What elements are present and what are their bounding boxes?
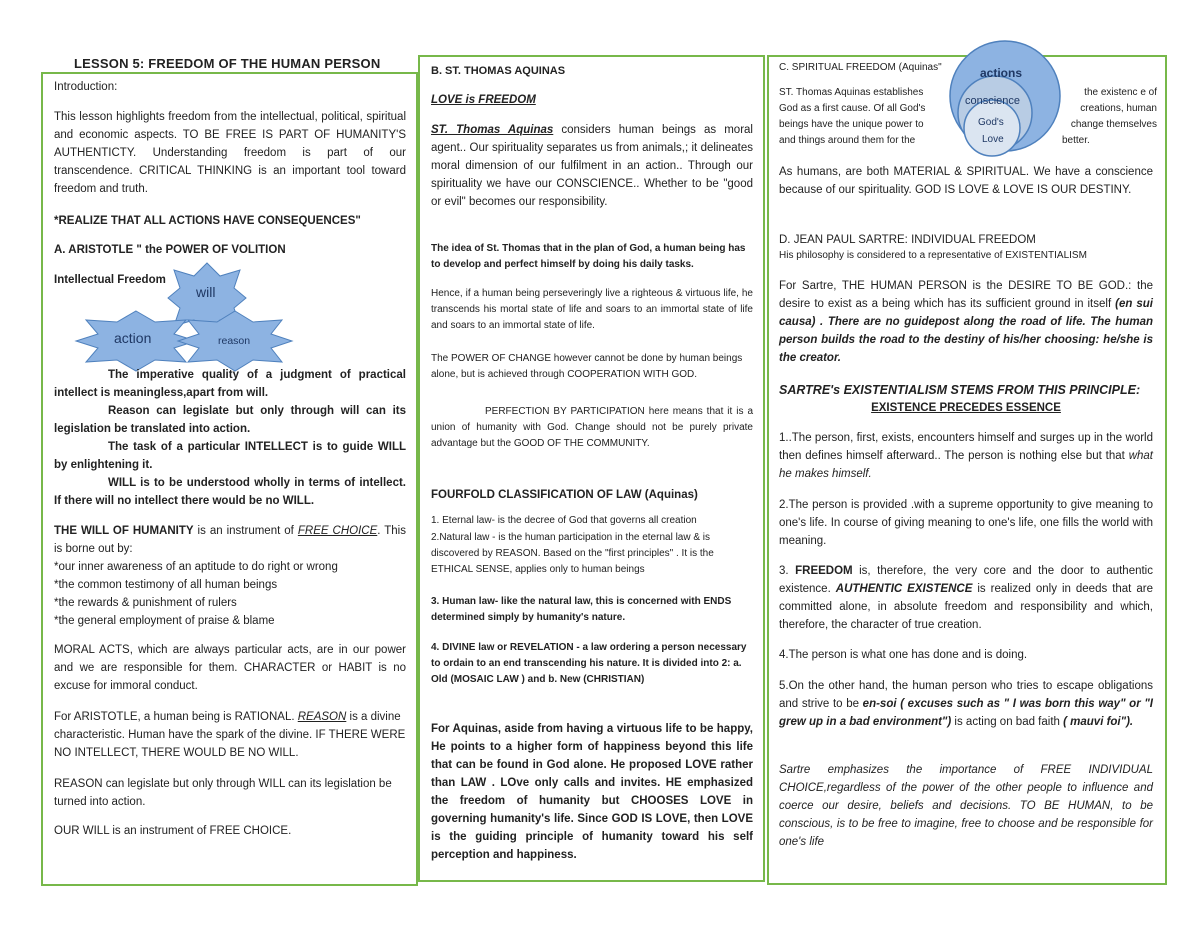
aquinas-heading: B. ST. THOMAS AQUINAS (431, 65, 566, 77)
material-spiritual-paragraph: As humans, are both MATERIAL & SPIRITUAL. We have a conscience because of our spirituality. GOD IS LOVE & LOVE IS OUR DESTINY. (779, 166, 1153, 196)
our-will-note: OUR WILL is an instrument of FREE CHOICE. (54, 825, 292, 837)
aquinas-name: ST. Thomas Aquinas (431, 124, 554, 136)
sartre-point-1 (779, 429, 1153, 483)
love-conscience-actions-diagram (0, 0, 1200, 170)
reason-label: reason (218, 335, 251, 347)
point-3-number: 3. (779, 565, 796, 577)
sartre-subheading: His philosophy is considered to a representative of EXISTENTIALISM (779, 250, 1087, 261)
bullet-2: *the common testimony of all human beings (54, 579, 278, 591)
sartre-point-2: 2.The person is provided .with a supreme opportunity to give meaning to one's life. In course of giving meaning to one's life, one fills the world with meaning. (779, 499, 1153, 547)
moral-acts-paragraph: MORAL ACTS, which are always particular acts, are in our power and we are responsible for them. CHARACTER or HABIT is no excuse for immoral conduct. (54, 644, 406, 692)
will-of-humanity-mid: is an instrument of (193, 525, 298, 537)
aristotle-heading: A. ARISTOTLE " the POWER OF VOLITION (54, 244, 286, 256)
realize-note: *REALIZE THAT ALL ACTIONS HAVE CONSEQUENCES" (54, 215, 361, 227)
sartre-emphasizes-paragraph: Sartre emphasizes the importance of FREE INDIVIDUAL CHOICE,regardless of the power of the other people to influence and coerce our desire, beliefs and decisions. TO BE HUMAN, to be conscious, is to be free to imagine, free to choose and be responsible for one's life (779, 764, 1153, 848)
intro-text: This lesson highlights freedom from the intellectual, political, spiritual and economic aspects. TO BE FREE IS PART OF HUMANITY'S AUTHENTICTY. Understanding freedom is part of our transcendence. CRITICAL THINKING is an important tool toward freedom and truth. (54, 111, 406, 195)
rational-text-c: is a divine characteristic. Human have the spark of the divine. IF THERE WERE NO INTELLECT, THERE WOULD BE NO WILL. (54, 711, 406, 759)
point-3-text: is, therefore, the very core and the door to authentic existence. (779, 565, 1153, 595)
sartre-point-5 (779, 677, 1153, 731)
existence-precedes-essence: EXISTENCE PRECEDES ESSENCE (871, 402, 1061, 414)
perfection-paragraph: PERFECTION BY PARTICIPATION here means that it is a union of humanity with God. Change should not be purely private advantage but the GOOD OF THE COMMUNITY. (431, 406, 753, 449)
point-1-text: 1..The person, first, exists, encounters himself and surges up in the world then defines himself afterward.. The person is nothing else but that (779, 432, 1153, 462)
human-law: 3. Human law- like the natural law, this is concerned with ENDS determined simply by humanity's nature. (431, 596, 732, 623)
sartre-point-4: 4.The person is what one has done and is doing. (779, 649, 1028, 661)
love-label: Love (982, 134, 1004, 145)
will-label: will (196, 284, 216, 300)
spiritual-left-1: ST. Thomas Aquinas establishes (779, 87, 924, 98)
natural-law: 2.Natural law - is the human participation in the eternal law & is discovered by REASON. Based on the "first principles" . It is the ETHICAL SENSE, applies only to human beings (431, 532, 714, 575)
rational-text-a: For ARISTOTLE, a human being is RATIONAL. (54, 711, 298, 723)
spiritual-right-3: change themselves (1070, 119, 1157, 130)
point-5-text: 5.On the other hand, the human person who tries to escape obligations and strive to be (779, 680, 1153, 710)
intellect-task-paragraph: The task of a particular INTELLECT is to guide WILL by enlightening it. (54, 441, 406, 471)
bullet-3: *the rewards & punishment of rulers (54, 597, 237, 609)
actions-label: actions (980, 66, 1023, 80)
sartre-heading: D. JEAN PAUL SARTRE: INDIVIDUAL FREEDOM (779, 234, 1036, 246)
existentialism-principle: SARTRE's EXISTENTIALISM STEMS FROM THIS PRINCIPLE: (779, 383, 1141, 397)
mauvi-foi-term: ( mauvi foi"). (1063, 716, 1134, 728)
intro-heading: Introduction: (54, 81, 118, 93)
bullet-1: *our inner awareness of an aptitude to do right or wrong (54, 561, 338, 573)
reason-legislate-paragraph: Reason can legislate but only through will can its legislation be translated into action. (54, 405, 406, 435)
spiritual-right-4: better. (1062, 135, 1090, 146)
spiritual-freedom-heading: C. SPIRITUAL FREEDOM (Aquinas" (779, 62, 942, 73)
imperative-paragraph: The imperative quality of a judgment of practical intellect is meaningless,apart from will. (54, 369, 406, 399)
sartre-desire-text: For Sartre, THE HUMAN PERSON is the DESIRE TO BE GOD.: the desire to exist as a being which has its sufficient ground in itself (779, 280, 1153, 310)
spiritual-left-3: beings have the unique power to (779, 119, 924, 130)
idea-paragraph: The idea of St. Thomas that in the plan of God, a human being has to develop and perfect himself by doing his daily tasks. (431, 243, 746, 270)
rational-paragraph (54, 708, 406, 762)
hence-paragraph: Hence, if a human being perseveringly live a righteous & virtuous life, he transcends his mortal state of life and soars to an immortal state of life and soars to an immortal state of life. (431, 288, 753, 331)
spiritual-left-4: and things around them for the (779, 135, 916, 146)
will-of-humanity-term: THE WILL OF HUMANITY (54, 525, 194, 537)
power-of-change-paragraph: The POWER OF CHANGE however cannot be done by human beings alone, but is achieved through COOPERATION WITH GOD. (431, 353, 743, 380)
sartre-desire-paragraph (779, 277, 1153, 367)
aquinas-love-paragraph: For Aquinas, aside from having a virtuous life to be happy, He points to a higher form of happiness beyond this life that can be found in God alone. He proposed LOVE rather than LAW . LOve only calls and invites. HE emphasized the freedom of humanity but CHOOSES LOVE in governing humanity's life. Since GOD IS LOVE, then LOVE is the guiding principle of humanity toward his self perception and happiness. (431, 723, 753, 861)
freedom-term: FREEDOM (795, 565, 853, 577)
action-label: action (114, 330, 152, 346)
sartre-desire-emphasis: (en sui causa) . There are no guidepost along the road of life. The human person builds the road to the destiny of his/her choosing: he/she is the creator. (779, 298, 1153, 364)
reason-term: REASON (297, 711, 347, 723)
point-3-rest: is realized only in deeds that are committed alone, in absolute freedom and responsibility and which, therefore, the character of true creation. (779, 583, 1153, 631)
spiritual-right-1: the existenc e of (1084, 87, 1157, 98)
conscience-label: conscience (965, 95, 1021, 107)
gods-label: God's (978, 117, 1004, 128)
free-choice-term: FREE CHOICE (297, 525, 378, 537)
point-5-excuses: en-soi ( excuses such as " I was born this way" or "I grew up in a bad environment") (779, 698, 1153, 728)
love-is-freedom-heading: LOVE is FREEDOM (431, 94, 536, 106)
point-5-bad-faith: is acting on bad faith (951, 716, 1064, 728)
divine-law: 4. DIVINE law or REVELATION - a law ordering a person necessary to ordain to an end transcending his nature. It is divided into 2: a. Old (MOSAIC LAW ) and b. New (CHRISTIAN) (431, 642, 747, 685)
bullet-4: *the general employment of praise & blame (54, 615, 275, 627)
will-of-humanity-end: . This is borne out by: (54, 525, 406, 555)
will-intellect-paragraph: WILL is to be understood wholly in terms of intellect. If there will no intellect there would be no WILL. (54, 477, 406, 507)
lesson-title: LESSON 5: FREEDOM OF THE HUMAN PERSON (74, 56, 381, 71)
spiritual-right-2: creations, human (1080, 103, 1157, 114)
will-of-humanity (54, 522, 406, 558)
fourfold-heading: FOURFOLD CLASSIFICATION OF LAW (Aquinas) (431, 489, 698, 501)
authentic-existence-term: AUTHENTIC EXISTENCE (835, 583, 973, 595)
point-1-emphasis: what he makes himself. (779, 450, 1153, 480)
reason-legislate-note: REASON can legislate but only through WILL can its legislation be turned into action. (54, 778, 392, 808)
sartre-point-3 (779, 562, 1153, 634)
eternal-law: 1. Eternal law- is the decree of God that governs all creation (431, 515, 697, 526)
intellectual-freedom-label: Intellectual Freedom (54, 274, 166, 286)
aquinas-intro-text: considers human beings as moral agent.. Our spirituality separates us from animals,; it delineates moral dimension of our fulfilment in an action.. Through our spirituality we have our CONSCIENCE.. Whether to be "good or evil" becomes our responsibility. (431, 124, 753, 208)
spiritual-left-2: God as a first cause. Of all God's (779, 103, 926, 114)
